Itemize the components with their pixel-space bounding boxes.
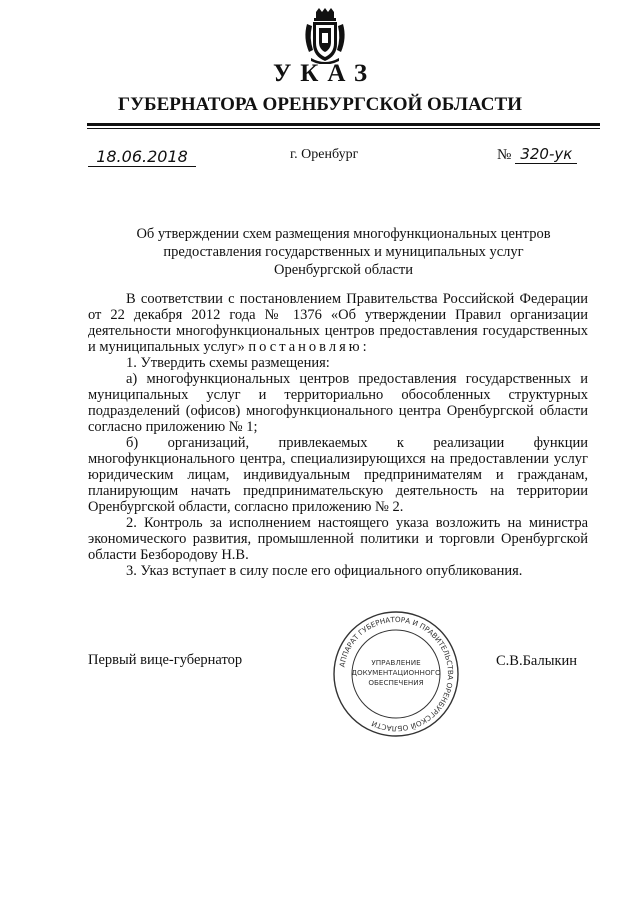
paragraph-item-1b: б) организаций, привлекаемых к реализации функции многофункционального центра, специализирующихся на предоставлении услуг юридическим лицам, индивидуальным предпринимателям и гражданам, планирующим начать предпринимательскую деятельность на территории Оренбургской области, согласно приложению № 2. <box>88 435 588 515</box>
official-seal-icon <box>331 609 461 739</box>
paragraph-item-1a: а) многофункциональных центров предоставления государственных и муниципальных услуг и территориально обособленных структурных подразделений (офисов) многофункционального центра Оренбургской области согласно приложению № 1; <box>88 371 588 435</box>
paragraph-preamble <box>88 291 588 355</box>
paragraph-item-1: 1. Утвердить схемы размещения: <box>126 355 330 371</box>
number-value: 320-ук <box>515 146 577 164</box>
coat-of-arms-icon <box>303 8 347 64</box>
document-number <box>497 146 577 164</box>
paragraph-item-2: 2. Контроль за исполнением настоящего указа возложить на министра экономического развития, промышленной политики и торговли Оренбургской области Безбородову Н.В. <box>88 515 588 563</box>
document-city: г. Оренбург <box>290 147 359 162</box>
resolution-word: постановляю: <box>248 339 370 355</box>
document-date: 18.06.2018 <box>88 148 196 167</box>
document-body <box>88 291 588 579</box>
header-rule-thin <box>87 128 600 129</box>
seal-ring-path: АППАРАТ ГУБЕРНАТОРА И ПРАВИТЕЛЬСТВА ОРЕНБУРГСКОЙ ОБЛАСТИ <box>337 614 456 734</box>
document-heading <box>87 225 600 279</box>
seal-line: УПРАВЛЕНИЕ <box>371 658 421 667</box>
seal-line: ОБЕСПЕЧЕНИЯ <box>368 678 424 687</box>
number-label: № <box>497 147 512 163</box>
header-rule-thick <box>87 123 600 126</box>
heading-line: предоставления государственных и муниципальных услуг <box>163 244 524 260</box>
heading-line: Об утверждении схем размещения многофункциональных центров <box>136 226 551 242</box>
signatory-name: С.В.Балыкин <box>496 653 578 669</box>
seal-line: ДОКУМЕНТАЦИОННОГО <box>351 668 441 677</box>
paragraph-item-3: 3. Указ вступает в силу после его официального опубликования. <box>126 563 523 579</box>
preamble-text: В соответствии с постановлением Правительства Российской Федерации от 22 декабря 2012 года № 1376 «Об утверждении Правил организации деятельности многофункциональных центров предоставления государственных и муниципальных услуг» <box>88 291 588 355</box>
signatory-position: Первый вице-губернатор <box>88 652 243 668</box>
heading-line: Оренбургской области <box>273 262 414 278</box>
document-title: УКАЗ <box>272 60 377 87</box>
issuer-title: ГУБЕРНАТОРА ОРЕНБУРГСКОЙ ОБЛАСТИ <box>118 94 522 115</box>
